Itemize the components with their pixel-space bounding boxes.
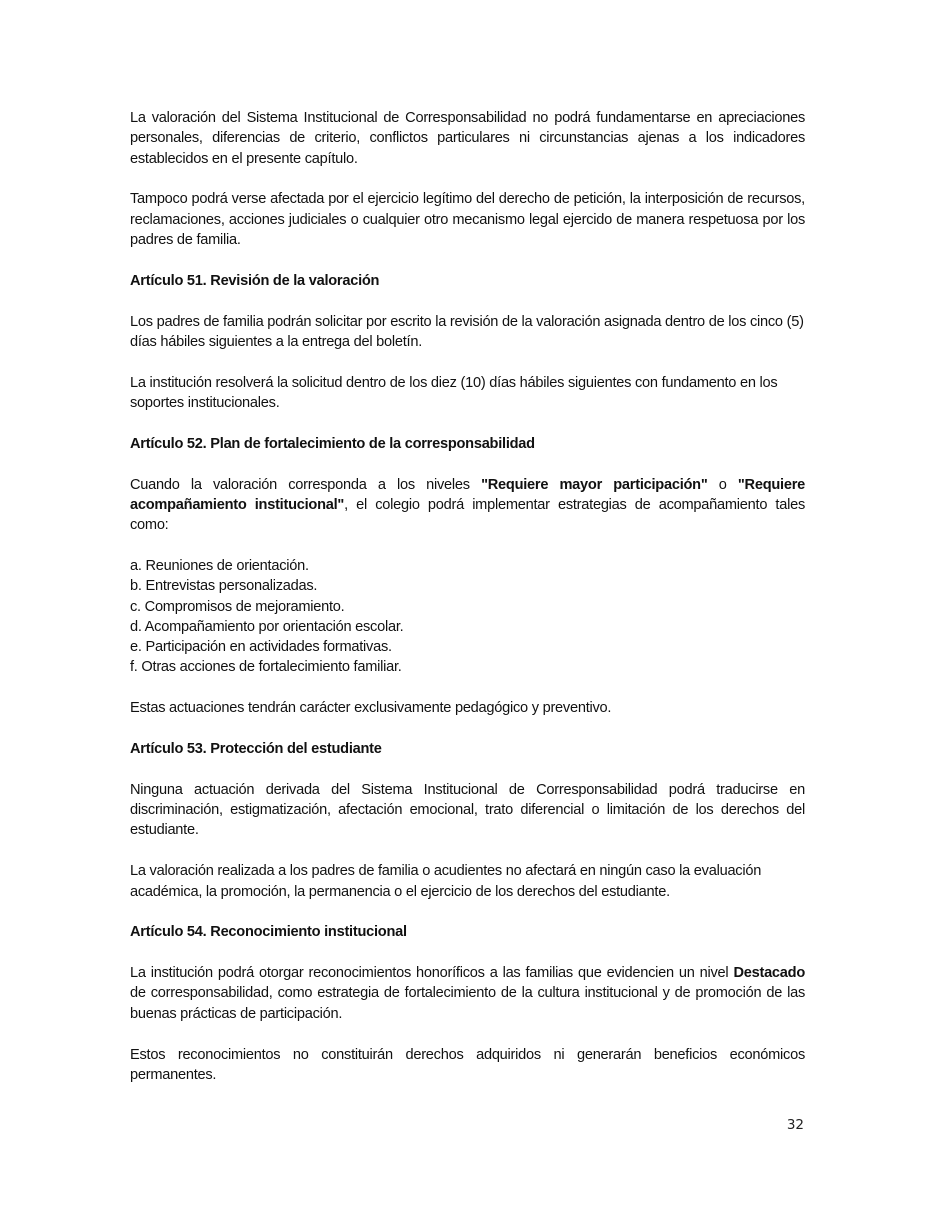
bold-text: Destacado [733,965,805,982]
text-run: o [707,476,738,493]
text-run: Cuando la valoración corresponda a los niveles [130,476,482,493]
text-run: , el colegio podrá implementar estrategias de acompañamiento tales como: [130,496,805,534]
article-52-heading: Artículo 52. Plan de fortalecimiento de la corresponsabilidad [130,435,535,452]
article-53-heading: Artículo 53. Protección del estudiante [130,741,382,758]
text-run: de corresponsabilidad, como estrategia de fortalecimiento de la cultura institucional y de promoción de las buenas prácticas de participación. [130,985,805,1022]
article-54-heading: Artículo 54. Reconocimiento institucional [130,924,407,941]
bold-text: "Requiere acompañamiento institucional" [130,476,805,513]
list-item: c. Compromisos de mejoramiento. [130,598,345,615]
list-item: d. Acompañamiento por orientación escolar. [130,618,404,635]
paragraph: Estos reconocimientos no constituirán derechos adquiridos ni generarán beneficios económicos permanentes. [130,1046,805,1083]
strategy-list [130,556,805,678]
list-item: f. Otras acciones de fortalecimiento familiar. [130,659,402,676]
text-run: La institución podrá otorgar reconocimientos honoríficos a las familias que evidencien un nivel [130,965,734,982]
paragraph: Los padres de familia podrán solicitar por escrito la revisión de la valoración asignada dentro de los cinco (5) días hábiles siguientes a la entrega del boletín. [130,313,804,350]
paragraph: La valoración realizada a los padres de familia o acudientes no afectará en ningún caso la evaluación académica, la promoción, la permanencia o el ejercicio de los derechos del estudiante. [130,863,762,900]
paragraph: Estas actuaciones tendrán carácter exclusivamente pedagógico y preventivo. [130,700,612,717]
page-body [130,108,805,1106]
bold-text: "Requiere mayor participación" [481,476,708,493]
paragraph [130,475,805,536]
list-item: b. Entrevistas personalizadas. [130,578,318,595]
list-item: e. Participación en actividades formativas. [130,639,392,656]
paragraph: La institución resolverá la solicitud dentro de los diez (10) días hábiles siguientes con fundamento en los soportes institucionales. [130,374,778,411]
page-number: 32 [786,1117,804,1133]
paragraph [130,963,805,1024]
paragraph: Ninguna actuación derivada del Sistema Institucional de Corresponsabilidad podrá traducirse en discriminación, estigmatización, afectación emocional, trato diferencial o limitación de los derechos del estudiante. [130,781,805,839]
list-item: a. Reuniones de orientación. [130,557,309,574]
article-51-heading: Artículo 51. Revisión de la valoración [130,272,380,289]
paragraph: Tampoco podrá verse afectada por el ejercicio legítimo del derecho de petición, la interposición de recursos, reclamaciones, acciones judiciales o cualquier otro mecanismo legal ejercido de manera respetuosa por los padres de familia. [130,191,805,248]
paragraph: La valoración del Sistema Institucional de Corresponsabilidad no podrá fundamentarse en apreciaciones personales, diferencias de criterio, conflictos particulares ni circunstancias ajenas a los indicadores establecidos en el presente capítulo. [130,110,805,167]
